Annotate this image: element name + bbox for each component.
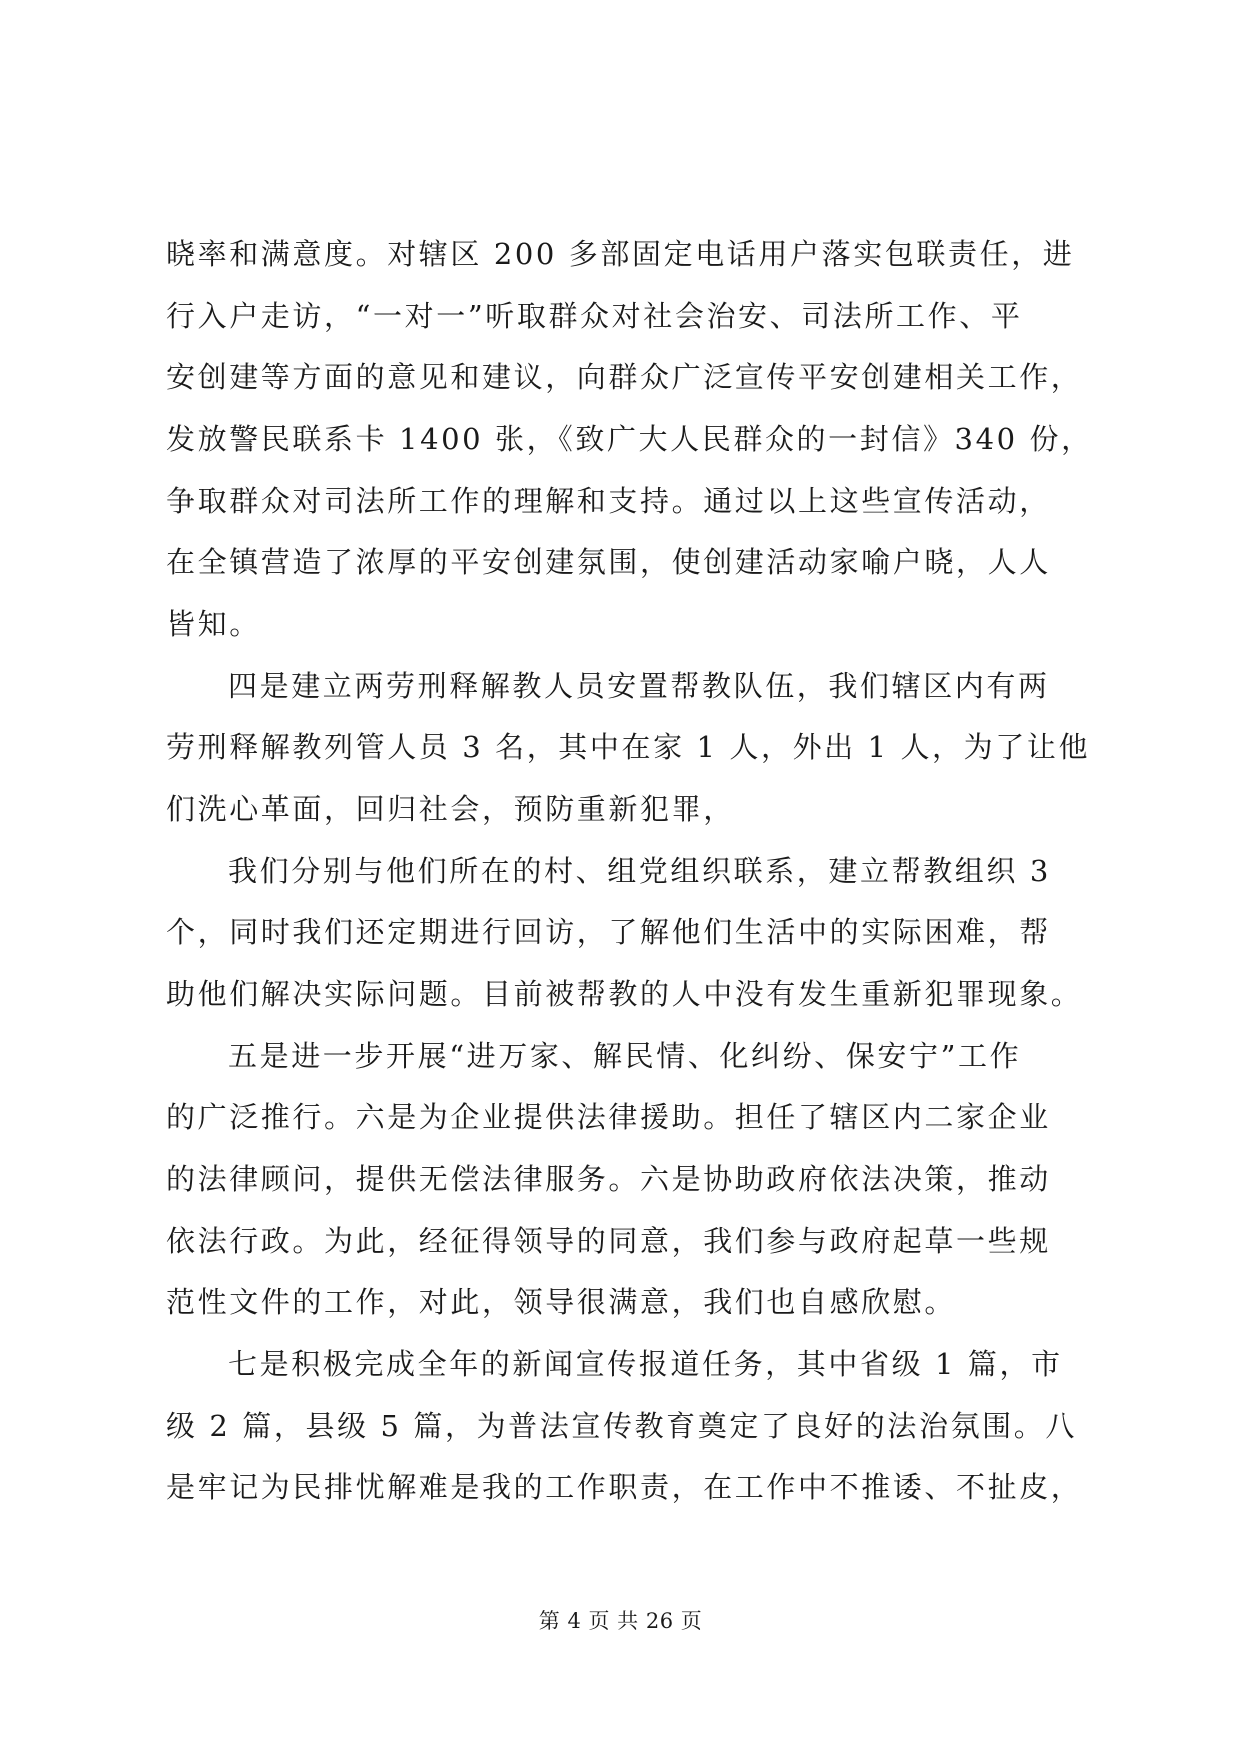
text-line: 劳刑释解教列管人员 3 名，其中在家 1 人，外出 1 人，为了让他 bbox=[166, 730, 1091, 764]
text-line: 的广泛推行。六是为企业提供法律援助。担任了辖区内二家企业 bbox=[166, 1100, 1051, 1134]
text-line: 范性文件的工作，对此，领导很满意，我们也自感欣慰。 bbox=[166, 1285, 957, 1319]
text-line: 助他们解决实际问题。目前被帮教的人中没有发生重新犯罪现象。 bbox=[166, 977, 1083, 1011]
text-line: 是牢记为民排忧解难是我的工作职责，在工作中不推诿、不扯皮， bbox=[166, 1470, 1083, 1504]
paragraph-first-line: 五是进一步开展“进万家、解民情、化纠纷、保安宁”工作 bbox=[228, 1039, 1022, 1073]
text-line: 依法行政。为此，经征得领导的同意，我们参与政府起草一些规 bbox=[166, 1224, 1051, 1258]
paragraph-first-line: 我们分别与他们所在的村、组党组织联系，建立帮教组织 3 bbox=[228, 854, 1051, 888]
text-line: 晓率和满意度。对辖区 200 多部固定电话用户落实包联责任，进 bbox=[166, 237, 1075, 271]
text-line: 争取群众对司法所工作的理解和支持。通过以上这些宣传活动， bbox=[166, 484, 1051, 518]
text-line: 们洗心革面，回归社会，预防重新犯罪， bbox=[166, 792, 735, 826]
text-line: 皆知。 bbox=[166, 607, 261, 641]
paragraph-first-line: 七是积极完成全年的新闻宣传报道任务，其中省级 1 篇，市 bbox=[228, 1347, 1063, 1381]
text-line: 发放警民联系卡 1400 张，《致广大人民群众的一封信》340 份， bbox=[166, 422, 1093, 456]
text-line: 级 2 篇，县级 5 篇，为普法宣传教育奠定了良好的法治氛围。八 bbox=[166, 1409, 1077, 1443]
text-line: 个，同时我们还定期进行回访，了解他们生活中的实际困难，帮 bbox=[166, 915, 1051, 949]
page-number-footer: 第 4 页 共 26 页 bbox=[538, 1609, 703, 1633]
text-line: 的法律顾问，提供无偿法律服务。六是协助政府依法决策，推动 bbox=[166, 1162, 1051, 1196]
paragraph-first-line: 四是建立两劳刑释解教人员安置帮教队伍，我们辖区内有两 bbox=[228, 669, 1050, 703]
text-line: 在全镇营造了浓厚的平安创建氛围，使创建活动家喻户晓，人人 bbox=[166, 545, 1051, 579]
text-line: 行入户走访，“一对一”听取群众对社会治安、司法所工作、平 bbox=[166, 299, 1023, 333]
text-line: 安创建等方面的意见和建议，向群众广泛宣传平安创建相关工作， bbox=[166, 360, 1083, 394]
